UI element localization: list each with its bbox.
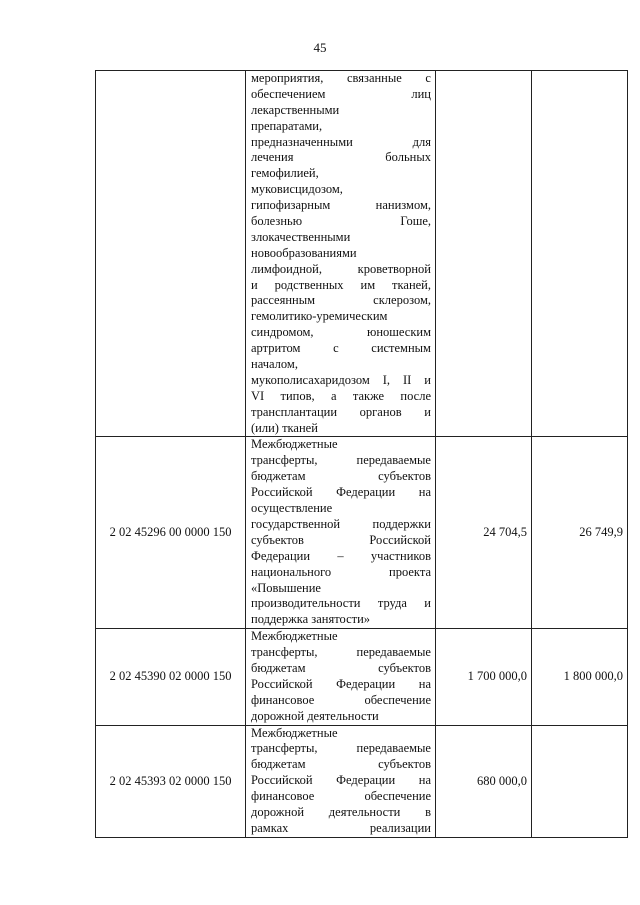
description-line: мукополисахаридозом I, II и: [251, 372, 431, 387]
description-line: финансовое обеспечение: [251, 692, 431, 707]
description-line: и родственных им тканей,: [251, 277, 431, 292]
value-year-2-cell: [532, 725, 628, 837]
description-cell: [246, 71, 436, 437]
table-row: [96, 437, 628, 629]
description-line: Российской Федерации на: [251, 773, 431, 788]
description-line: Межбюджетные: [251, 629, 338, 644]
description-line: синдромом, юношеским: [251, 325, 431, 340]
description-line: осуществление: [251, 501, 333, 516]
description-line: злокачественными: [251, 229, 351, 244]
description-line: VI типов, а также после: [251, 388, 431, 403]
description-line: лечения больных: [251, 150, 431, 165]
description-line: Межбюджетные: [251, 437, 338, 452]
description-line: болезнью Гоше,: [251, 214, 431, 229]
description-line: гемолитико-уремическим: [251, 309, 388, 324]
description-cell: [246, 437, 436, 629]
page-number: 45: [313, 40, 327, 55]
table-row: [96, 629, 628, 725]
description-line: Российской Федерации на: [251, 485, 431, 500]
budget-code-cell: 2 02 45393 02 0000 150: [96, 725, 246, 837]
description-line: бюджетам субъектов: [251, 469, 431, 484]
description-line: Российской Федерации на: [251, 676, 431, 691]
description-line: лекарственными: [251, 102, 340, 117]
description-line: поддержка занятости»: [251, 612, 371, 627]
description-line: началом,: [251, 357, 298, 372]
description-line: дорожной деятельности в: [251, 804, 431, 819]
budget-code-cell: [96, 71, 246, 437]
description-line: муковисцидозом,: [251, 182, 343, 197]
description-line: трансферты, передаваемые: [251, 741, 431, 756]
description-line: трансферты, передаваемые: [251, 645, 431, 660]
budget-table: [95, 70, 628, 838]
value-year-1-cell: 24 704,5: [436, 437, 532, 629]
value-year-1-cell: 680 000,0: [436, 725, 532, 837]
description-line: рамках реализации: [251, 820, 431, 835]
description-line: (или) тканей: [251, 420, 318, 435]
description-line: производительности труда и: [251, 596, 431, 611]
value-year-1-cell: [436, 71, 532, 437]
value-year-1-cell: 1 700 000,0: [436, 629, 532, 725]
description-line: бюджетам субъектов: [251, 757, 431, 772]
description-line: артритом с системным: [251, 341, 431, 356]
description-line: новообразованиями: [251, 245, 357, 260]
table-row: [96, 725, 628, 837]
description-line: Федерации – участников: [251, 548, 431, 563]
description-line: дорожной деятельности: [251, 708, 379, 723]
budget-code-cell: 2 02 45390 02 0000 150: [96, 629, 246, 725]
description-line: предназначенными для: [251, 134, 431, 149]
description-line: государственной поддержки: [251, 516, 431, 531]
description-line: обеспечением лиц: [251, 86, 431, 101]
description-line: препаратами,: [251, 118, 323, 133]
description-line: рассеянным склерозом,: [251, 293, 431, 308]
description-line: национального проекта: [251, 564, 431, 579]
value-year-2-cell: 1 800 000,0: [532, 629, 628, 725]
table-body: [96, 71, 628, 838]
description-line: бюджетам субъектов: [251, 660, 431, 675]
description-line: «Повышение: [251, 580, 321, 595]
budget-code-cell: 2 02 45296 00 0000 150: [96, 437, 246, 629]
description-line: трансферты, передаваемые: [251, 453, 431, 468]
description-cell: [246, 629, 436, 725]
description-cell: [246, 725, 436, 837]
description-line: гемофилией,: [251, 166, 319, 181]
description-line: мероприятия, связанные с: [251, 71, 431, 85]
description-line: финансовое обеспечение: [251, 789, 431, 804]
description-line: трансплантации органов и: [251, 404, 431, 419]
description-line: субъектов Российской: [251, 532, 431, 547]
table-row: [96, 71, 628, 437]
value-year-2-cell: [532, 71, 628, 437]
value-year-2-cell: 26 749,9: [532, 437, 628, 629]
description-line: лимфоидной, кроветворной: [251, 261, 431, 276]
description-line: Межбюджетные: [251, 725, 338, 740]
description-line: гипофизарным нанизмом,: [251, 198, 431, 213]
